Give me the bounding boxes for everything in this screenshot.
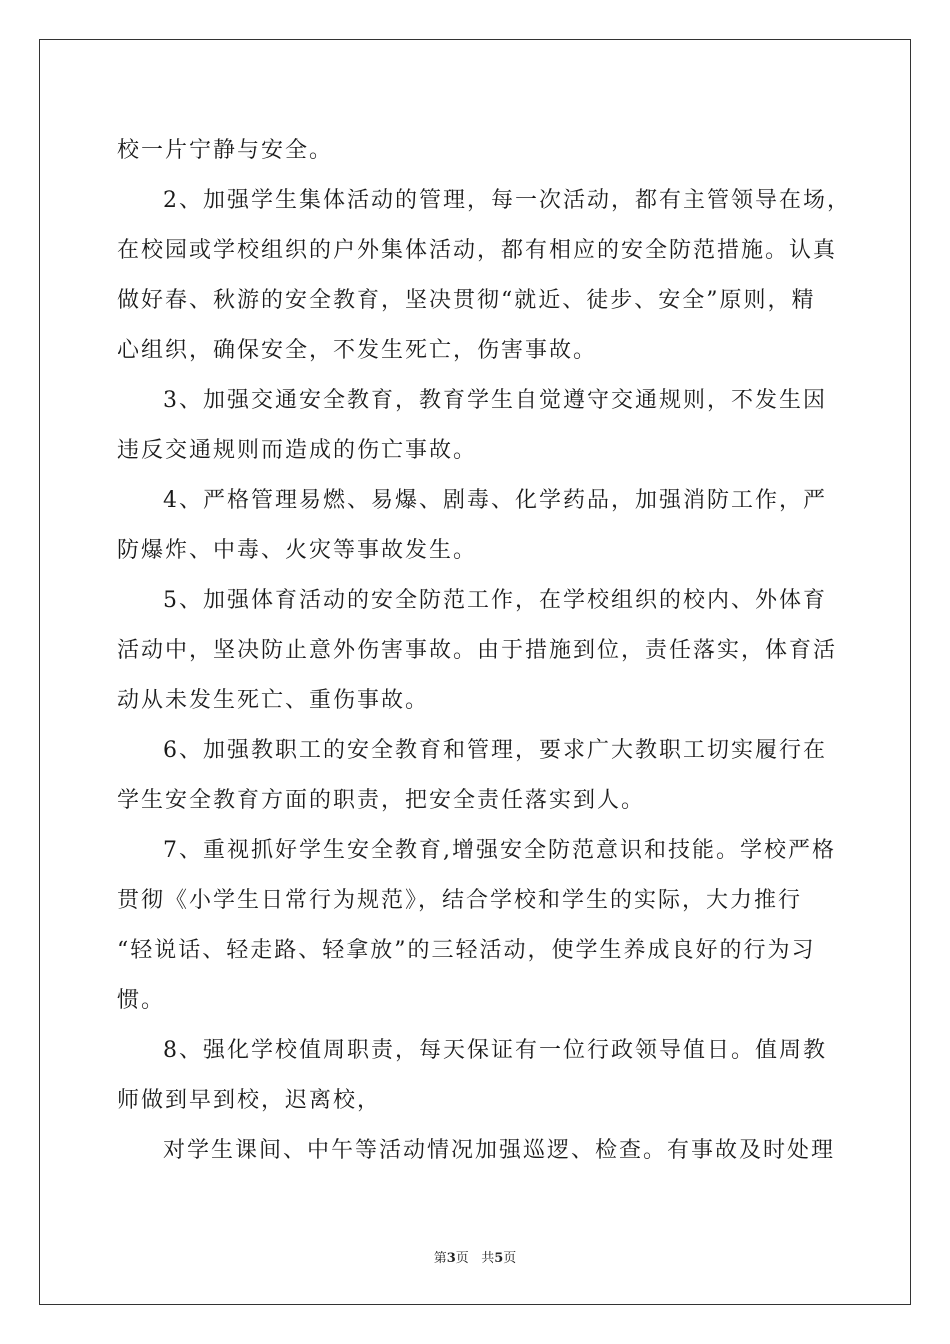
text-line: 做好春、秋游的安全教育，坚决贯彻“就近、徒步、安全”原则，精 [117, 288, 816, 313]
text-line: 5、加强体育活动的安全防范工作，在学校组织的校内、外体育 [163, 588, 827, 613]
document-body [117, 126, 851, 1176]
text-line: 2、加强学生集体活动的管理，每一次活动，都有主管领导在场， [163, 188, 851, 213]
text-line: 对学生课间、中午等活动情况加强巡逻、检查。有事故及时处理 [163, 1138, 836, 1163]
page-footer [0, 1247, 950, 1266]
page-number-prefix: 第 [433, 1251, 447, 1266]
total-pages-prefix: 共 [481, 1251, 495, 1266]
text-line: 7、重视抓好学生安全教育,增强安全防范意识和技能。学校严格 [163, 838, 836, 863]
text-line: 惯。 [117, 988, 166, 1013]
text-line: 心组织，确保安全，不发生死亡，伤害事故。 [117, 338, 598, 363]
text-line: 活动中，坚决防止意外伤害事故。由于措施到位，责任落实，体育活 [117, 638, 838, 663]
text-line: 学生安全教育方面的职责，把安全责任落实到人。 [117, 788, 646, 813]
page-number-suffix: 页 [455, 1251, 469, 1266]
text-line: 6、加强教职工的安全教育和管理，要求广大教职工切实履行在 [163, 738, 827, 763]
total-page-count: 5 [494, 1251, 504, 1266]
text-line: 防爆炸、中毒、火灾等事故发生。 [117, 538, 478, 563]
text-line: 4、严格管理易燃、易爆、剧毒、化学药品，加强消防工作，严 [163, 488, 827, 513]
text-line: 在校园或学校组织的户外集体活动，都有相应的安全防范措施。认真 [117, 238, 838, 263]
text-line: 校一片宁静与安全。 [117, 138, 334, 163]
text-line: 3、加强交通安全教育，教育学生自觉遵守交通规则，不发生因 [163, 388, 827, 413]
text-line: 动从未发生死亡、重伤事故。 [117, 688, 430, 713]
text-line: 师做到早到校，迟离校， [117, 1088, 382, 1113]
text-line: “轻说话、轻走路、轻拿放”的三轻活动，使学生养成良好的行为习 [117, 938, 816, 963]
text-line: 贯彻《小学生日常行为规范》，结合学校和学生的实际，大力推行 [117, 888, 803, 913]
current-page-number: 3 [446, 1251, 456, 1266]
text-line: 违反交通规则而造成的伤亡事故。 [117, 438, 478, 463]
total-pages-suffix: 页 [503, 1251, 517, 1266]
text-line: 8、强化学校值周职责，每天保证有一位行政领导值日。值周教 [163, 1038, 827, 1063]
